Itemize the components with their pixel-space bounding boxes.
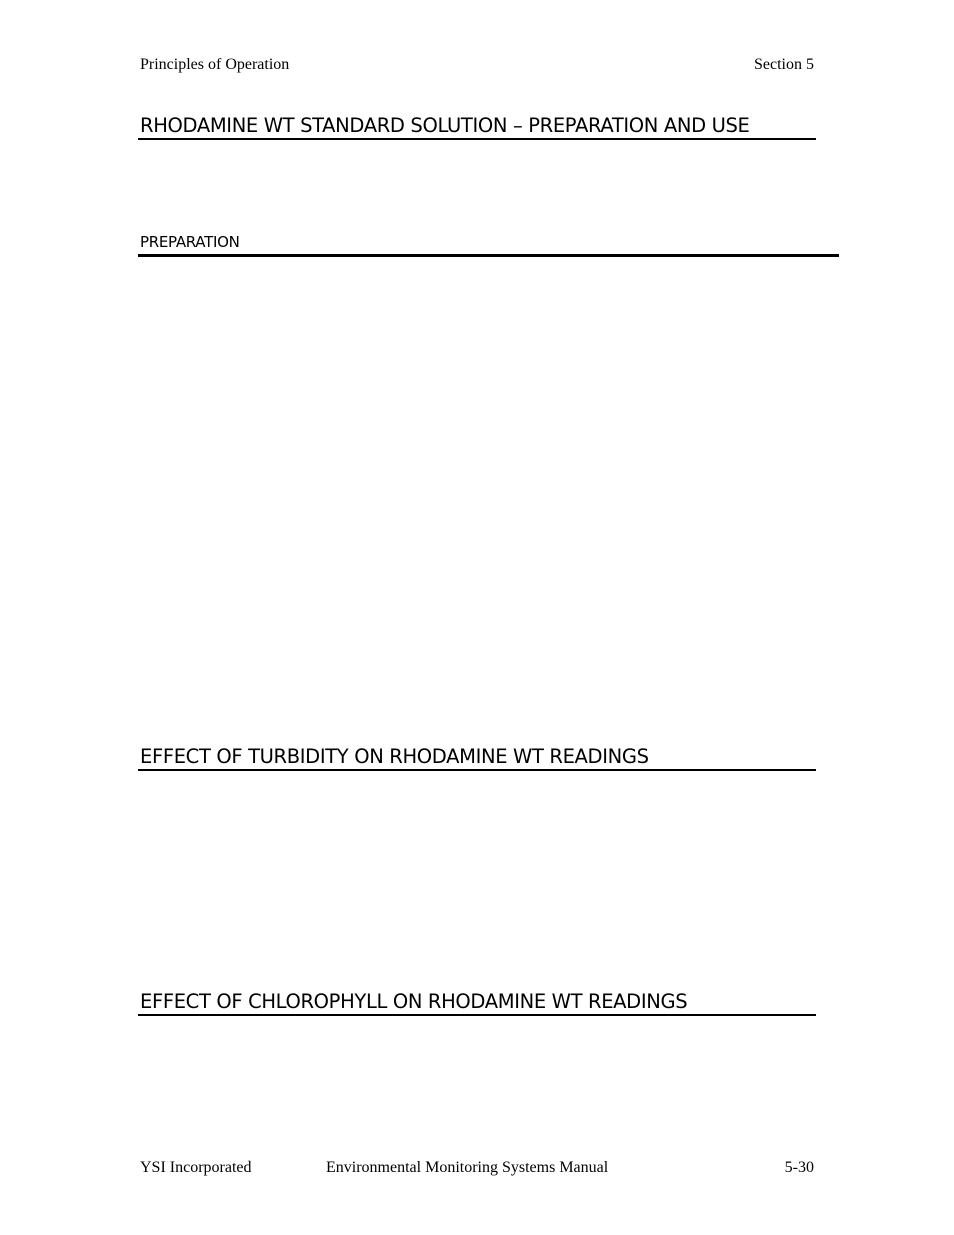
footer-company: YSI Incorporated	[140, 1159, 252, 1176]
section-heading-chlorophyll-effect: EFFECT OF CHLOROPHYLL ON RHODAMINE WT READINGS	[138, 991, 816, 1016]
footer-page-number: 5-30	[784, 1159, 814, 1176]
running-header-chapter: Principles of Operation	[140, 56, 290, 73]
section-heading-turbidity-effect: EFFECT OF TURBIDITY ON RHODAMINE WT READINGS	[138, 746, 816, 771]
running-header-section: Section 5	[754, 56, 814, 73]
subsection-heading-preparation: PREPARATION	[138, 234, 839, 257]
section-heading-rhodamine-standard: RHODAMINE WT STANDARD SOLUTION – PREPARATION AND USE	[138, 115, 816, 140]
footer-manual-title: Environmental Monitoring Systems Manual	[326, 1159, 609, 1176]
